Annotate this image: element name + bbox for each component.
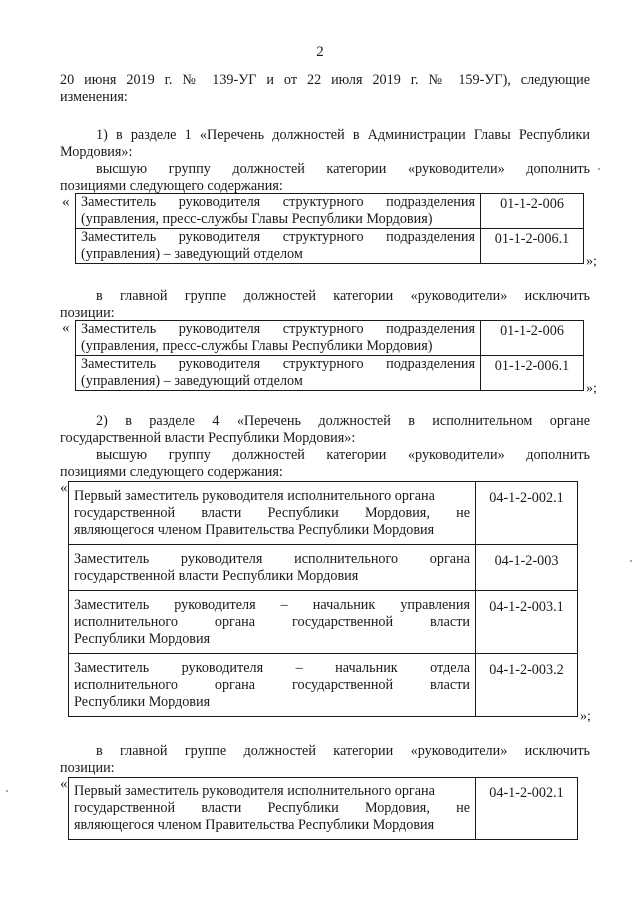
scan-speck — [598, 168, 600, 170]
position-title-cell — [76, 356, 481, 391]
section1-add-line-2: позициями следующего содержания: — [60, 178, 283, 194]
position-title-line: Республики Мордовия — [74, 631, 211, 647]
open-quote-mark: « — [62, 320, 70, 336]
section2-remove-line-1: в главной группе должностей категории «руководители» исключить — [96, 743, 590, 759]
position-title-line: Республики Мордовия — [74, 694, 211, 710]
position-code-cell: 04-1-2-002.1 — [476, 482, 578, 545]
position-title-line: Первый заместитель руководителя исполнительного органа — [74, 783, 435, 799]
close-quote-mark: »; — [586, 254, 597, 269]
position-title-cell — [76, 194, 481, 229]
position-title-line: государственной власти Республики Мордовия, не — [74, 800, 470, 816]
section1-add-table — [75, 193, 584, 264]
open-quote-mark: « — [62, 194, 70, 210]
open-quote-mark: « — [60, 776, 68, 792]
position-title-cell — [76, 229, 481, 264]
section2-heading-line-1: 2) в разделе 4 «Перечень должностей в исполнительном органе — [96, 413, 590, 429]
position-title-line: государственной власти Республики Мордовия, не — [74, 505, 470, 521]
position-title-cell — [69, 778, 476, 840]
section2-add-line-2: позициями следующего содержания: — [60, 464, 283, 480]
position-title-line: Первый заместитель руководителя исполнительного органа — [74, 488, 435, 504]
position-title-line: являющегося членом Правительства Республики Мордовия — [74, 522, 435, 538]
section2-remove-table — [68, 777, 578, 840]
position-code-cell: 04-1-2-002.1 — [476, 778, 578, 840]
position-code-cell: 01-1-2-006 — [481, 321, 584, 356]
intro-line-1: 20 июня 2019 г. № 139-УГ и от 22 июля 2019 г. № 159-УГ), следующие — [60, 72, 590, 88]
close-quote-mark: »; — [586, 381, 597, 396]
position-title-line: Заместитель руководителя структурного подразделения — [81, 229, 475, 245]
close-quote-mark: »; — [580, 709, 591, 724]
section1-heading-line-1: 1) в разделе 1 «Перечень должностей в Администрации Главы Республики — [96, 127, 590, 143]
position-title-line: являющегося членом Правительства Республики Мордовия — [74, 817, 435, 833]
intro-line-2: изменения: — [60, 89, 128, 105]
table-row — [69, 778, 578, 840]
scan-speck — [630, 560, 632, 562]
position-code-cell: 01-1-2-006 — [481, 194, 584, 229]
position-title-line: (управления) – заведующий отделом — [81, 246, 303, 262]
position-code-cell: 01-1-2-006.1 — [481, 229, 584, 264]
position-code-cell: 04-1-2-003.2 — [476, 654, 578, 717]
position-title-line: Заместитель руководителя структурного подразделения — [81, 194, 475, 210]
position-code-cell: 04-1-2-003 — [476, 545, 578, 591]
position-title-cell — [69, 545, 476, 591]
position-title-line: Заместитель руководителя – начальник управления — [74, 597, 470, 613]
section1-remove-line-1: в главной группе должностей категории «руководители» исключить — [96, 288, 590, 304]
table-row — [76, 229, 584, 264]
position-title-line: (управления, пресс-службы Главы Республики Мордовия) — [81, 211, 433, 227]
table-row — [69, 654, 578, 717]
table-row — [76, 321, 584, 356]
section1-add-line-1: высшую группу должностей категории «руководители» дополнить — [96, 161, 590, 177]
section1-heading-line-2: Мордовия»: — [60, 144, 133, 160]
table-row — [76, 194, 584, 229]
position-code-cell: 04-1-2-003.1 — [476, 591, 578, 654]
position-title-line: государственной власти Республики Мордовия — [74, 568, 359, 584]
section2-add-table — [68, 481, 578, 717]
table-row — [69, 482, 578, 545]
position-title-line: (управления, пресс-службы Главы Республики Мордовия) — [81, 338, 433, 354]
table-row — [69, 545, 578, 591]
open-quote-mark: « — [60, 480, 68, 496]
position-title-line: Заместитель руководителя – начальник отдела — [74, 660, 470, 676]
position-code-cell: 01-1-2-006.1 — [481, 356, 584, 391]
position-title-line: Заместитель руководителя структурного подразделения — [81, 321, 475, 337]
position-title-line: Заместитель руководителя структурного подразделения — [81, 356, 475, 372]
position-title-line: Заместитель руководителя исполнительного органа — [74, 551, 470, 567]
position-title-line: исполнительного органа государственной власти — [74, 677, 470, 693]
section1-remove-table — [75, 320, 584, 391]
position-title-line: исполнительного органа государственной власти — [74, 614, 470, 630]
section1-remove-line-2: позиции: — [60, 305, 115, 321]
position-title-line: (управления) – заведующий отделом — [81, 373, 303, 389]
table-row — [76, 356, 584, 391]
section2-add-line-1: высшую группу должностей категории «руководители» дополнить — [96, 447, 590, 463]
position-title-cell — [69, 654, 476, 717]
scan-speck — [6, 790, 8, 792]
page-number: 2 — [316, 44, 324, 60]
section2-remove-line-2: позиции: — [60, 760, 115, 776]
position-title-cell — [69, 591, 476, 654]
section2-heading-line-2: государственной власти Республики Мордовия»: — [60, 430, 356, 446]
position-title-cell — [69, 482, 476, 545]
table-row — [69, 591, 578, 654]
position-title-cell — [76, 321, 481, 356]
